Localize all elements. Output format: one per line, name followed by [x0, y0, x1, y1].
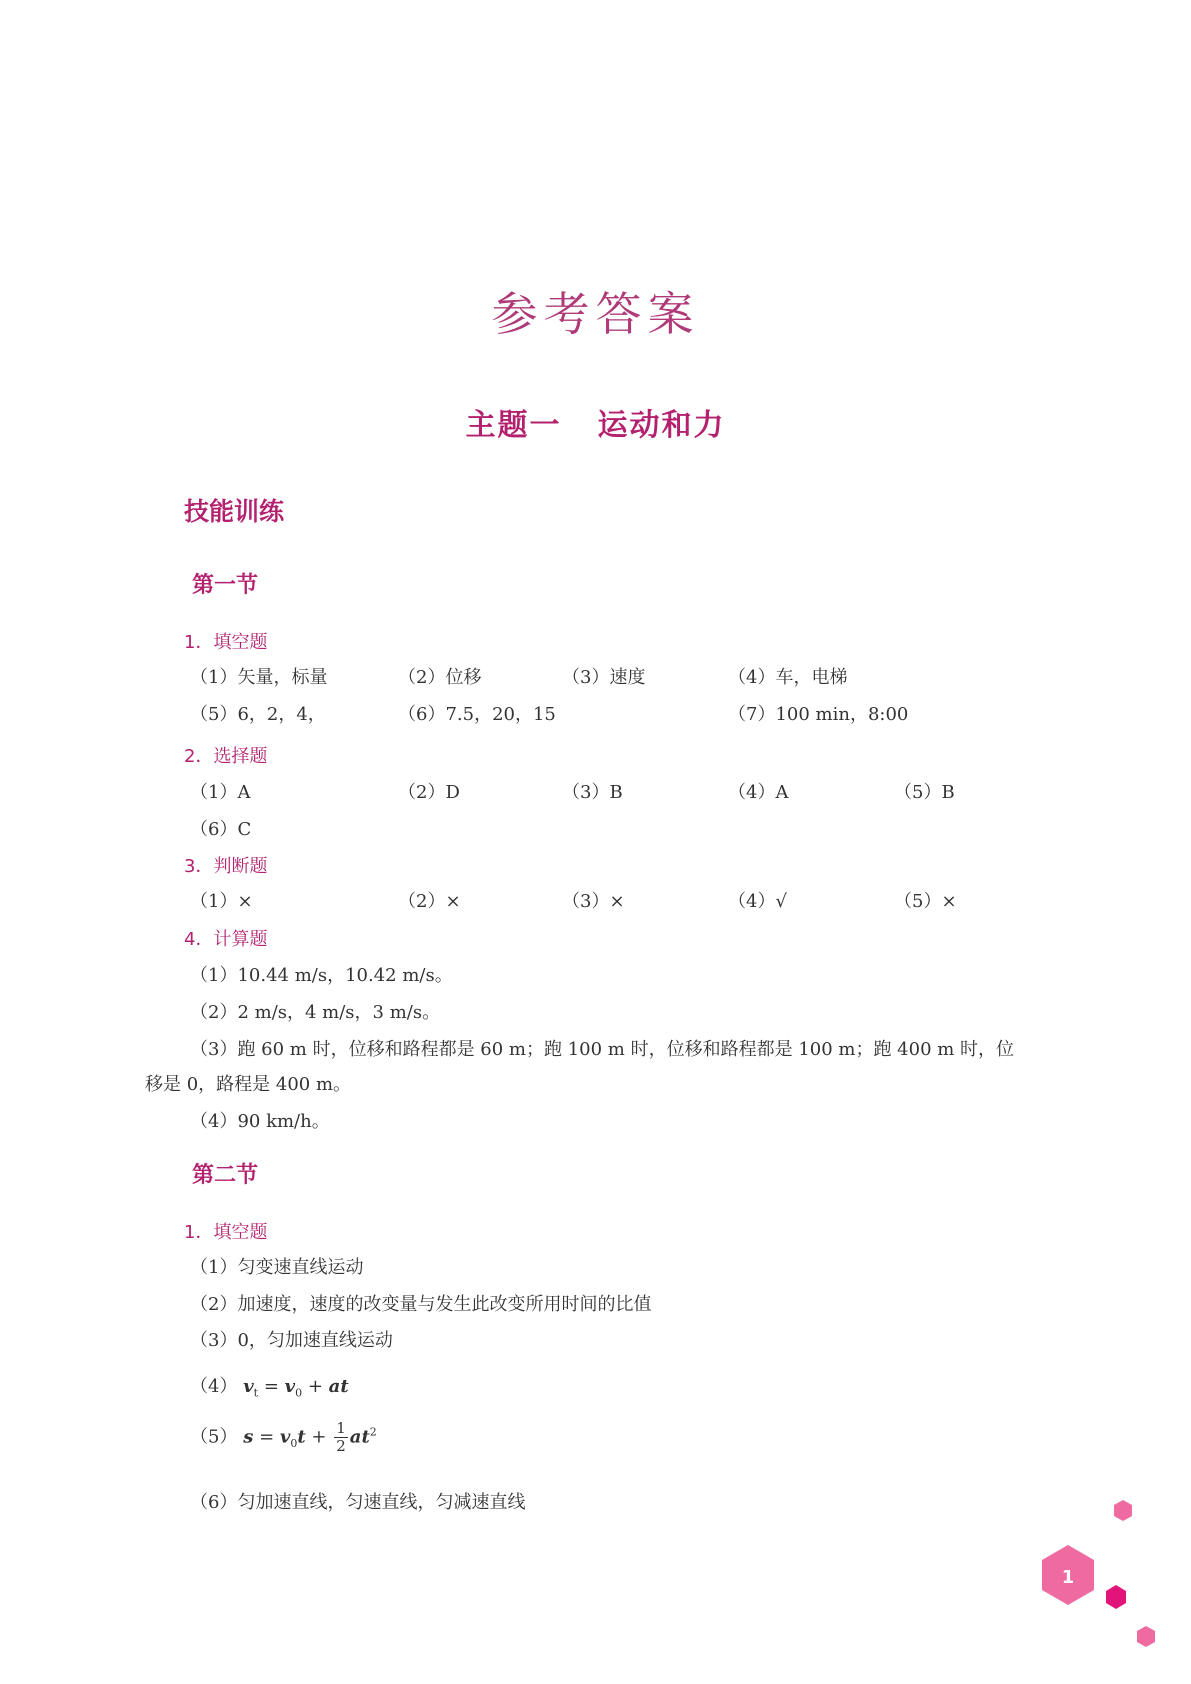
answer-item: （6）匀加速直线，匀速直线，匀减速直线 [190, 1492, 526, 1513]
question-head: 4．计算题 [184, 929, 268, 950]
hexagon-small-3 [1137, 1626, 1155, 1647]
answer-item: （5）6，2，4， [190, 704, 326, 725]
answer-item: （2）加速度，速度的改变量与发生此改变所用时间的比值 [190, 1294, 652, 1315]
page-title: 参考答案 [491, 287, 700, 341]
answer-item: （3）速度 [562, 667, 646, 688]
theme-label: 主题一 [465, 408, 562, 443]
subsection-title-2: 第二节 [192, 1162, 259, 1188]
answer-item: （3）跑 60 m 时，位移和路程都是 60 m；跑 100 m 时，位移和路程都是 100 m；跑 400 m 时，位 [190, 1039, 1015, 1060]
answer-item: （2）× [398, 891, 461, 912]
formula-vt: （4） $v_t = v_0$ + at [190, 1376, 349, 1400]
theme-name: 运动和力 [597, 408, 726, 443]
formula-s: （5） $s = v_0t$ + $\frac{1}{2}$ $at^2$ [190, 1419, 377, 1455]
answer-item: （6）C [190, 819, 252, 840]
question-head: 1．填空题 [184, 632, 268, 653]
answer-item: （3）B [562, 782, 623, 803]
answer-item: （1）A [190, 782, 251, 803]
answer-item: （6）7.5，20，15 [398, 704, 556, 725]
page-number: 1 [1061, 1567, 1075, 1588]
question-head: 3．判断题 [184, 856, 268, 877]
answer-item: （3）× [562, 891, 625, 912]
question-head: 1．填空题 [184, 1222, 268, 1243]
subsection-title-1: 第一节 [192, 572, 259, 598]
answer-item: （4）90 km/h。 [190, 1111, 330, 1132]
answer-item: （4）A [728, 782, 789, 803]
answer-item: （1）矢量，标量 [190, 667, 328, 688]
answer-item: （1）匀变速直线运动 [190, 1257, 364, 1278]
answer-item: （2）2 m/s，4 m/s，3 m/s。 [190, 1002, 441, 1023]
answer-item: （5）× [894, 891, 957, 912]
question-head: 2．选择题 [184, 746, 268, 767]
hexagon-small-2 [1106, 1585, 1126, 1609]
answer-item: （1）10.44 m/s，10.42 m/s。 [190, 965, 453, 986]
answer-item: （2）D [398, 782, 460, 803]
answer-item: 移是 0，路程是 400 m。 [145, 1074, 352, 1095]
answer-item: （2）位移 [398, 667, 482, 688]
answer-item: （3）0，匀加速直线运动 [190, 1330, 393, 1351]
answer-item: （4）车，电梯 [728, 667, 848, 688]
hexagon-small-1 [1114, 1500, 1132, 1521]
answer-item: （4）√ [728, 891, 787, 912]
answer-item: （5）B [894, 782, 955, 803]
answer-item: （7）100 min，8:00 [728, 704, 909, 725]
answer-item: （1）× [190, 891, 253, 912]
section-title: 技能训练 [184, 497, 285, 526]
